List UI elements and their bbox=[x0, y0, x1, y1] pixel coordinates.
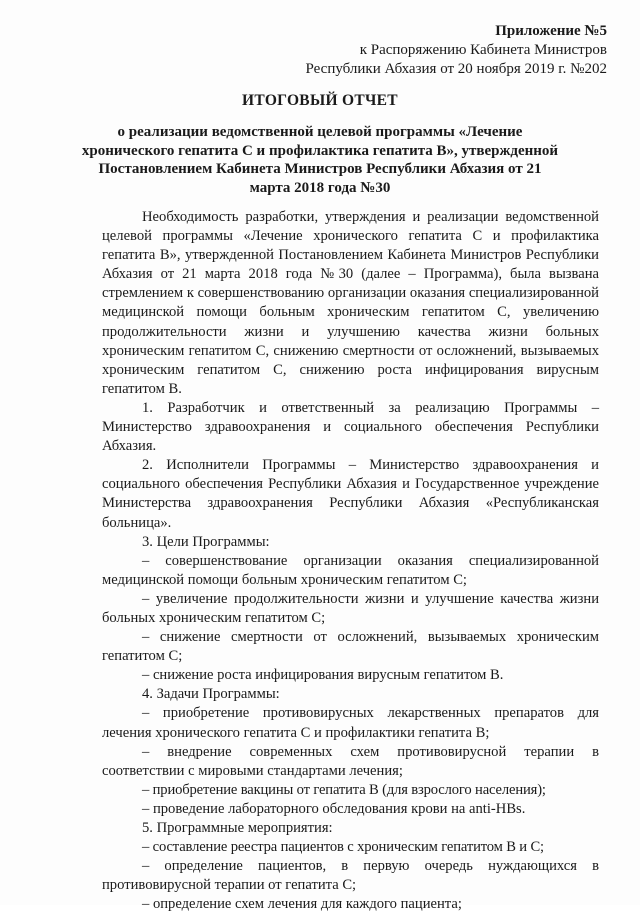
list-item: – снижение роста инфицирования вирусным гепатитом В. bbox=[142, 667, 504, 684]
annex-line-1: к Распоряжению Кабинета Министров bbox=[359, 42, 607, 58]
document-subtitle: о реализации ведомственной целевой программы «Лечение хронического гепатита С и профилактика гепатита В», утвержденной Постановлением Кабинета Министров Республики Абхазия от 21 марта 2018 года №30 bbox=[81, 124, 559, 196]
paragraph-intro: Необходимость разработки, утверждения и реализации ведомственной целевой программы «Лечение хронического гепатита С и профилактика гепатита В», утвержденной Постановлением Кабинета Министров Республики Абхазия от 21 марта 2018 года №30 (далее – Программа), была вызвана стремлением к совершенствованию организации оказания специализированной медицинской помощи больным хроническим гепатитом С, увеличению продолжительности жизни и улучшению качества жизни больных хроническим гепатитом С, снижению смертности от осложнений, вызываемых хроническим гепатитом С, снижению роста инфицирования вирусным гепатитом В. bbox=[102, 209, 599, 397]
list-item: – снижение смертности от осложнений, вызываемых хроническим гепатитом С; bbox=[102, 629, 599, 665]
list-item: – определение схем лечения для каждого пациента; bbox=[142, 896, 462, 913]
list-item: – увеличение продолжительности жизни и улучшение качества жизни больных хроническим гепатитом С; bbox=[102, 590, 599, 626]
list-item: – определение пациентов, в первую очередь нуждающихся в противовирусной терапии от гепатита С; bbox=[102, 858, 599, 894]
list-item: – составление реестра пациентов с хроническим гепатитом В и С; bbox=[142, 839, 544, 856]
document-title: ИТОГОВЫЙ ОТЧЕТ bbox=[242, 92, 398, 109]
list-item: – проведение лабораторного обследования крови на anti-HBs. bbox=[142, 800, 526, 817]
section-goals-heading: 3. Цели Программы: bbox=[142, 533, 270, 550]
section-tasks-heading: 4. Задачи Программы: bbox=[142, 686, 280, 703]
annex-line-2: Республики Абхазия от 20 ноября 2019 г. №202 bbox=[305, 61, 607, 77]
list-item: – приобретение вакцины от гепатита В (для взрослого населения); bbox=[142, 781, 546, 798]
paragraph-developer: 1. Разработчик и ответственный за реализацию Программы – Министерство здравоохранения и социального обеспечения Республики Абхазия. bbox=[102, 399, 599, 455]
list-item: – внедрение современных схем противовирусной терапии в соответствии с мировыми стандартами лечения; bbox=[102, 743, 599, 779]
list-item: – совершенствование организации оказания специализированной медицинской помощи больным хроническим гепатитом С; bbox=[102, 552, 599, 588]
annex-header bbox=[306, 22, 608, 79]
document-body bbox=[102, 208, 599, 914]
annex-label: Приложение №5 bbox=[495, 23, 607, 39]
list-item: – приобретение противовирусных лекарственных препаратов для лечения хронического гепатита С и профилактики гепатита В; bbox=[102, 705, 599, 741]
section-measures-heading: 5. Программные мероприятия: bbox=[142, 820, 333, 836]
paragraph-executors: 2. Исполнители Программы – Министерство здравоохранения и социального обеспечения Республики Абхазия и Государственное учреждение Министерства здравоохранения Республики Абхазия «Республиканская больница». bbox=[102, 457, 599, 531]
